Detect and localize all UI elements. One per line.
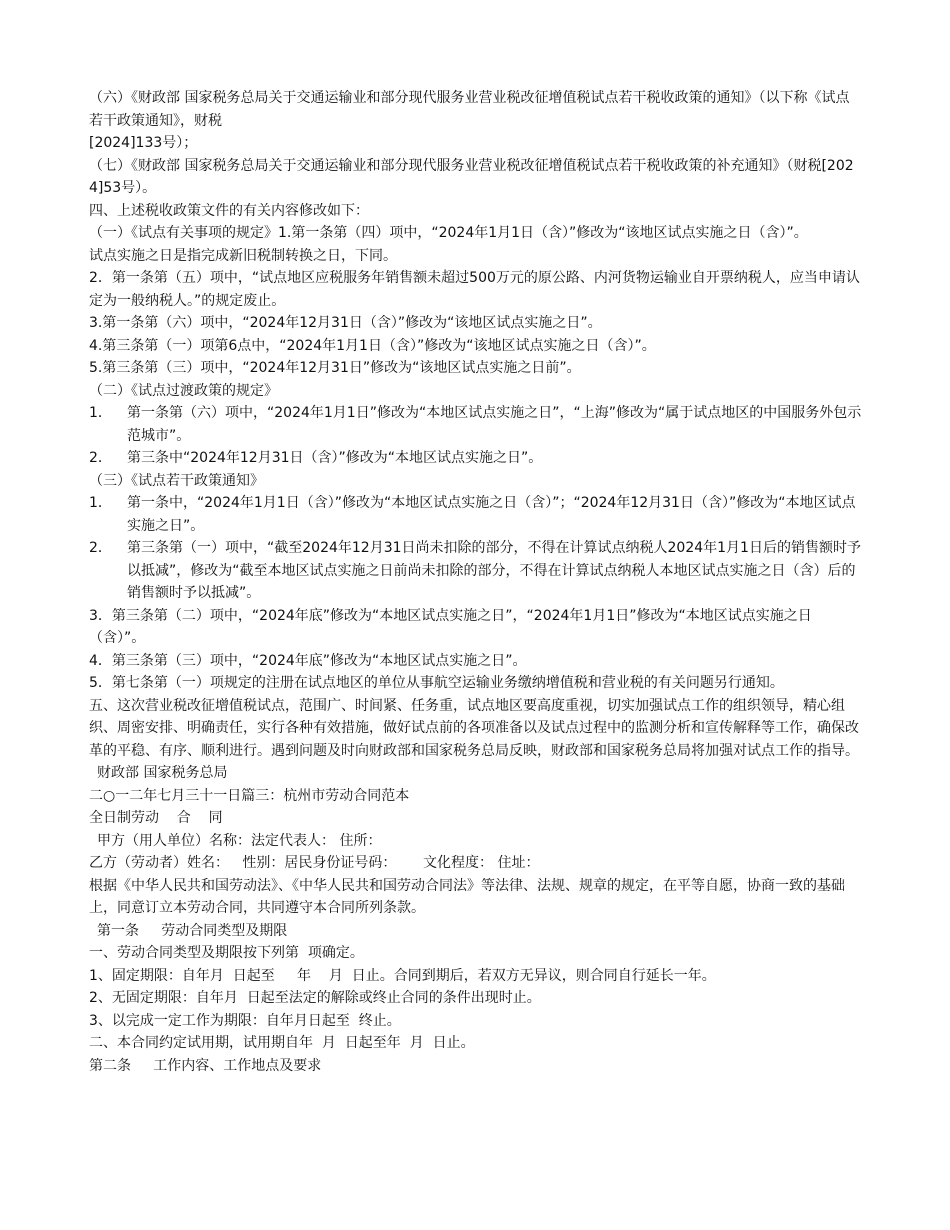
text-line: 3．第三条第（二）项中，“2024年底”修改为“本地区试点实施之日”，“2024年1月1日”修改为“本地区试点实施之日（含）”。 (89, 607, 812, 646)
signature-issuer: 财政部 国家税务总局 (97, 765, 228, 781)
text-line: （一）《试点有关事项的规定》1.第一条第（四）项中，“2024年1月1日（含）”修改为“该地区试点实施之日（含）”。 (89, 225, 808, 241)
text-line: 4．第三条第（三）项中，“2024年底”修改为“本地区试点实施之日”。 (89, 652, 527, 669)
party-a-line: 甲方（用人单位）名称：法定代表人： 住所： (97, 832, 382, 849)
text-line: 5.第三条第（三）项中，“2024年12月31日”修改为“该地区试点实施之日前”。 (89, 360, 581, 376)
text-line: 5．第七条第（一）项规定的注册在试点地区的单位从事航空运输业务缴纳增值税和营业税的有关问题另行通知。 (89, 675, 784, 691)
text-line: 2．第一条第（五）项中，“试点地区应税服务年销售额未超过500万元的原公路、内河货物运输业自开票纳税人，应当申请认定为一般纳税人。”的规定废止。 (89, 270, 860, 309)
article-heading: 第一条 劳动合同类型及期限 (97, 922, 288, 939)
text-line: 3.第一条第（六）项中，“2024年12月31日（含）”修改为“该地区试点实施之日”。 (89, 315, 602, 331)
text-line: 试点实施之日是指完成新旧税制转换之日，下同。 (89, 247, 397, 264)
numbered-item (89, 537, 862, 605)
text-line: 二、本合同约定试用期，试用期自年 月 日起至年 月 日止。 (89, 1035, 475, 1051)
text-line: （七）《财政部 国家税务总局关于交通运输业和部分现代服务业营业税改征增值税试点若干税收政策的补充通知》（财税[2024]53号）。 (89, 157, 854, 196)
date-and-title: 二○一二年七月三十一日篇三：杭州市劳动合同范本 (89, 787, 410, 804)
text-line: 3、以完成一定工作为期限：自年月日起至 终止。 (89, 1012, 401, 1029)
item-text: 第三条第（一）项中，“截至2024年12月31日尚未扣除的部分，不得在计算试点纳税人2024年1月1日后的销售额时予以抵减”，修改为“截至本地区试点实施之日前尚未扣除的部分，不得在计算试点纳税人本地区试点实施之日（含）后的销售额时予以抵减”。 (127, 540, 861, 601)
numbered-item (89, 447, 862, 470)
subsection-heading: （二）《试点过渡政策的规定》 (89, 382, 278, 399)
item-number: 2． (89, 450, 112, 466)
item-text: 第一条第（六）项中，“2024年1月1日”修改为“本地区试点实施之日”，“上海”修改为“属于试点地区的中国服务外包示范城市”。 (127, 405, 862, 444)
item-number: 2． (89, 540, 112, 556)
item-text: 第一条中，“2024年1月1日（含）”修改为“本地区试点实施之日（含）”；“2024年12月31日（含）”修改为“本地区试点实施之日”。 (127, 495, 856, 534)
text-line: （六）《财政部 国家税务总局关于交通运输业和部分现代服务业营业税改征增值税试点若干税收政策的通知》（以下称《试点若干政策通知》，财税 (89, 90, 850, 129)
text-line: 一、劳动合同类型及期限按下列第 项确定。 (89, 945, 364, 961)
party-b-line: 乙方（劳动者）姓名： 性别：居民身份证号码： 文化程度： 住址： (89, 855, 540, 871)
item-number: 1． (89, 405, 112, 421)
text-line: 1、固定期限：自年月 日起至 年 月 日止。合同到期后，若双方无异议，则合同自行延长一年。 (89, 967, 716, 984)
item-text: 第三条中“2024年12月31日（含）”修改为“本地区试点实施之日”。 (127, 450, 543, 466)
numbered-item (89, 492, 862, 537)
item-number: 1． (89, 495, 112, 511)
section-heading: 四、上述税收政策文件的有关内容修改如下： (89, 202, 369, 219)
text-line: [2024]133号）； (89, 135, 198, 151)
article-heading: 第二条 工作内容、工作地点及要求 (89, 1057, 322, 1074)
text-line: 2、无固定期限：自年月 日起至法定的解除或终止合同的条件出现时止。 (89, 990, 541, 1006)
section-paragraph: 五、这次营业税改征增值税试点，范围广、时间紧、任务重，试点地区要高度重视，切实加强试点工作的组织领导，精心组织、周密安排、明确责任，实行各种有效措施，做好试点前的各项准备以及试点过程中的监测分析和宣传解释等工作，确保改革的平稳、有序、顺利进行。遇到问题及时向财政部和国家税务总局反映，财政部和国家税务总局将加强对试点工作的指导。 (89, 697, 859, 759)
contract-title: 全日制劳动 合 同 (89, 810, 223, 826)
contract-preamble: 根据《中华人民共和国劳动法》、《中华人民共和国劳动合同法》等法律、法规、规章的规定，在平等自愿，协商一致的基础上，同意订立本劳动合同，共同遵守本合同所列条款。 (89, 877, 845, 916)
text-line: 4.第三条第（一）项第6点中，“2024年1月1日（含）”修改为“该地区试点实施之日（含）”。 (89, 337, 656, 354)
subsection-heading: （三）《试点若干政策通知》 (89, 472, 264, 489)
numbered-item (89, 402, 862, 447)
